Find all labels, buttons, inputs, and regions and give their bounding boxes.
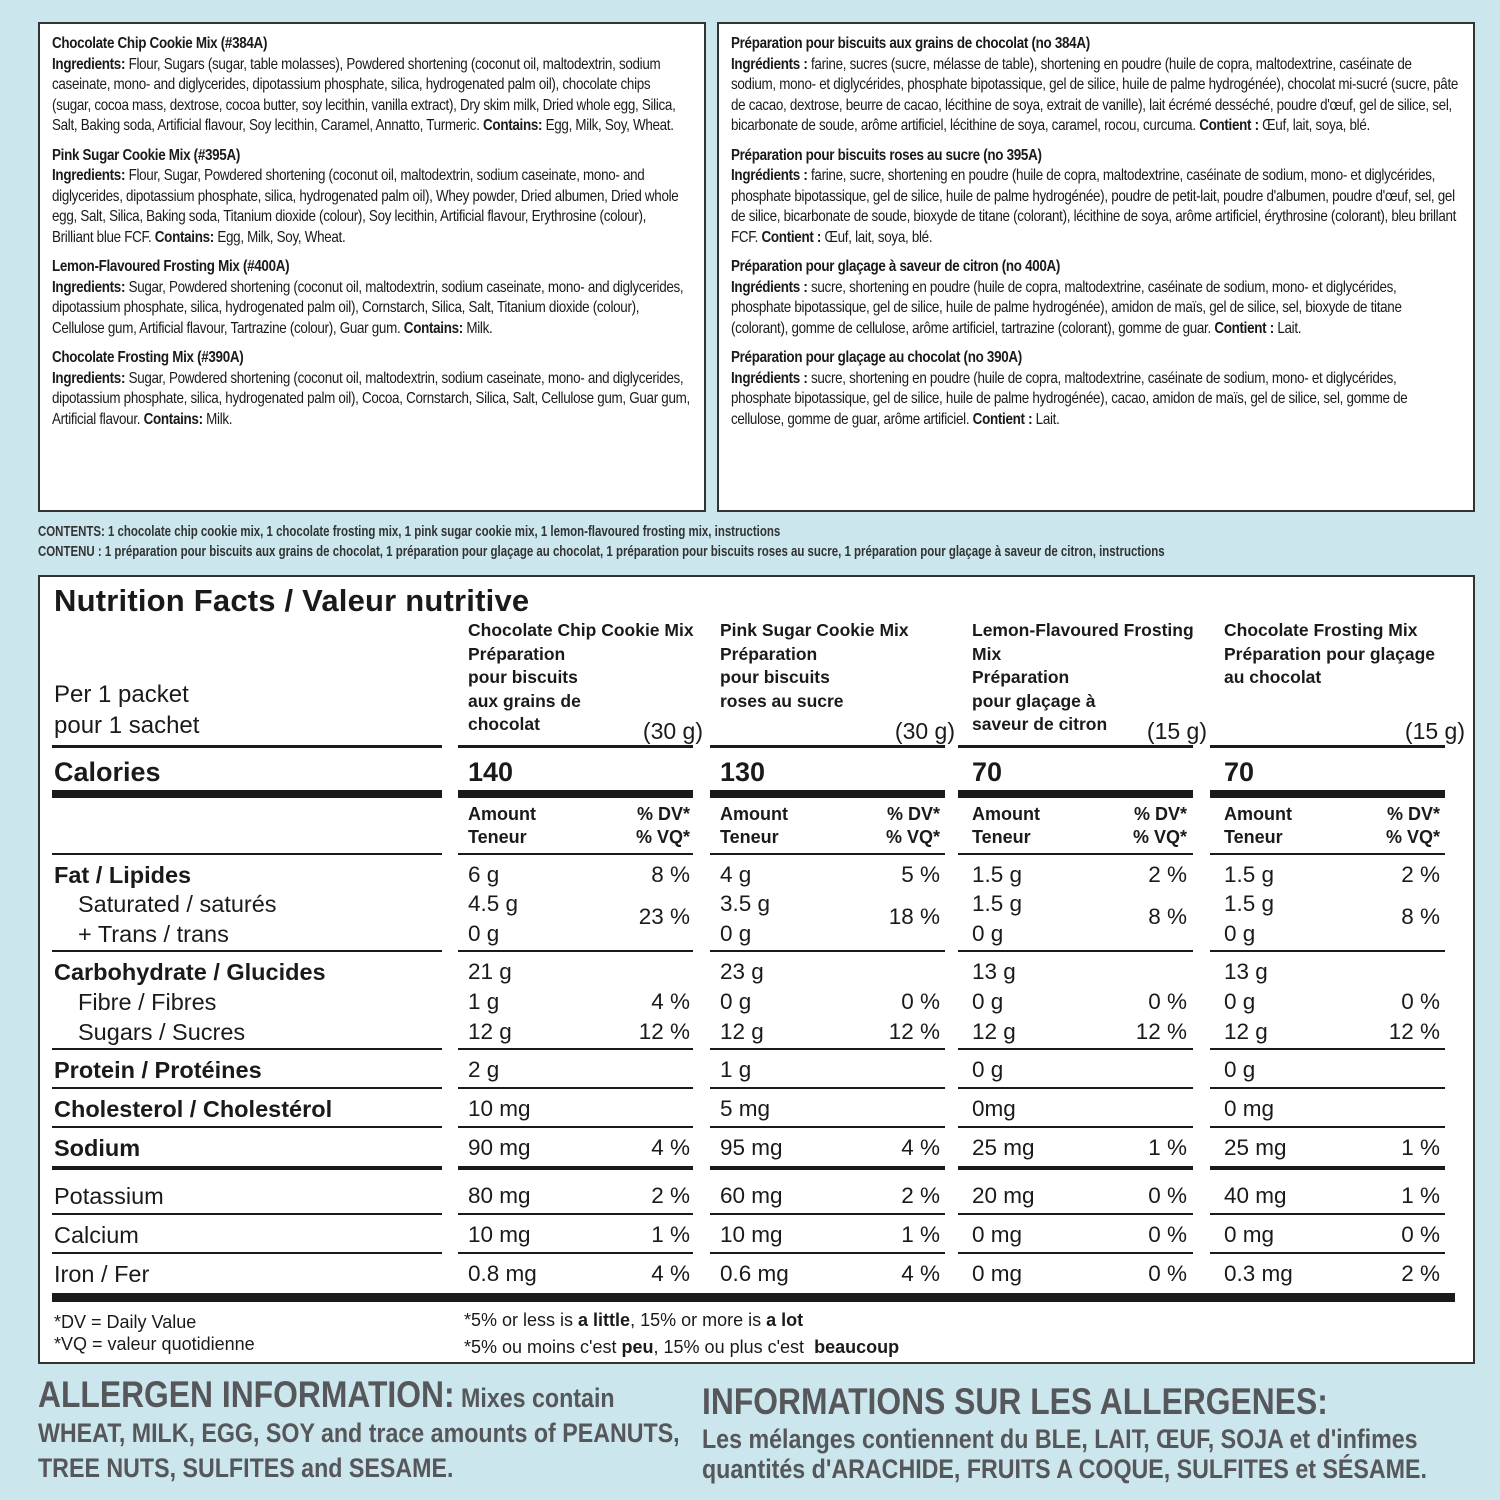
nutrient-dv: 0 %	[1401, 1222, 1440, 1247]
ingredients-label: Ingrédients :	[731, 55, 808, 73]
rule-line	[710, 1252, 945, 1254]
per-french: pour 1 sachet	[54, 712, 200, 739]
calories-value: 70	[972, 757, 1003, 787]
nutrient-amount: 3.5 g	[720, 891, 771, 916]
contains-label: Contains:	[143, 410, 203, 428]
column-name-french: Préparation pour biscuits roses au sucre	[720, 643, 844, 711]
column-header	[1224, 619, 1465, 745]
contains-text: Egg, Milk, Soy, Wheat.	[542, 117, 674, 134]
nutrient-amount: 5 mg	[720, 1096, 771, 1121]
nutrient-amount: 13 g	[1224, 959, 1268, 984]
contains-label: Contains:	[154, 228, 214, 246]
nutrient-amount: 0 g	[720, 921, 752, 946]
rule-line	[958, 1087, 1193, 1089]
nutrient-dv: 12 %	[1388, 1019, 1440, 1044]
nutrient-dv: 0 %	[1401, 989, 1440, 1014]
rule-line	[458, 1252, 693, 1254]
nutrient-label: Fibre / Fibres	[78, 989, 217, 1015]
nutrient-amount: 0 g	[972, 1057, 1004, 1082]
ingredient-title: Préparation pour glaçage à saveur de citron (no 400A)	[731, 258, 1061, 275]
amount-header: Amount Teneur	[972, 804, 1040, 847]
bottom-rule	[52, 1293, 1455, 1302]
nutrient-amount: 1.5 g	[972, 862, 1023, 887]
rule-line	[710, 853, 945, 855]
ingredient-title: Préparation pour glaçage au chocolat (no 390A)	[731, 349, 1022, 366]
column-name-french: Préparation pour biscuits aux grains de chocolat	[468, 643, 581, 734]
nutrient-label: Carbohydrate / Glucides	[54, 959, 326, 985]
nutrient-label: Sugars / Sucres	[78, 1019, 246, 1045]
ingredients-label: Ingrédients :	[731, 369, 808, 387]
rule-line	[1210, 1213, 1445, 1215]
nutrient-dv: 5 %	[901, 862, 940, 887]
nutrient-label: Fat / Lipides	[54, 862, 192, 888]
rule-line	[458, 1166, 693, 1170]
nutrient-dv: 0 %	[1148, 989, 1187, 1014]
nutrition-title: Nutrition Facts / Valeur nutritive	[54, 583, 530, 618]
ingredients-text: Flour, Sugar, Powdered shortening (coconut oil, maltodextrin, sodium caseinate, mono- and diglycerides, dipotassium phosphate, silica, hydrogenated palm oil), Whey powder, Dried albumen, Dried whole egg, Salt, Silica, Baking soda, Titanium dioxide (colour), Soy lecithin, Artificial flavour, Erythrosine (colour), Brilliant blue FCF.	[52, 167, 679, 246]
nutrient-amount: 0mg	[972, 1096, 1016, 1121]
calories-value: 140	[468, 757, 514, 787]
rule-line	[958, 1126, 1193, 1128]
nutrient-dv: 4 %	[651, 1135, 690, 1160]
rule-line	[1210, 745, 1445, 748]
nutrient-amount: 4.5 g	[468, 891, 519, 916]
footnote-vq: *VQ = valeur quotidienne	[54, 1334, 255, 1354]
nutrient-dv: 2 %	[1401, 862, 1440, 887]
rule-line	[710, 1087, 945, 1089]
contains-label: Contient :	[972, 410, 1033, 428]
nutrient-label: Cholesterol / Cholestérol	[54, 1096, 333, 1122]
allergen-french	[702, 1380, 1459, 1484]
rule-line	[710, 950, 945, 952]
column-name-english: Lemon-Flavoured Frosting Mix	[972, 620, 1194, 664]
nutrient-amount: 0 g	[972, 989, 1004, 1014]
contains-label: Contains:	[403, 319, 463, 337]
footnote-dv: *DV = Daily Value	[54, 1312, 197, 1332]
calories-value: 130	[720, 757, 766, 787]
nutrient-amount: 0 mg	[972, 1222, 1023, 1247]
nutrient-dv: 1 %	[901, 1222, 940, 1247]
rule-line	[52, 790, 442, 798]
nutrient-amount: 6 g	[468, 862, 500, 887]
calories-value: 70	[1224, 757, 1255, 787]
column-name-french: Préparation pour glaçage à saveur de citron	[972, 667, 1108, 734]
column-name-english: Chocolate Frosting Mix	[1224, 620, 1418, 640]
ingredients-label: Ingredients:	[52, 55, 126, 73]
rule-line	[1210, 1048, 1445, 1050]
contains-label: Contient :	[1199, 117, 1259, 134]
rule-line	[52, 1126, 442, 1128]
rule-line	[710, 1048, 945, 1050]
nutrient-dv: 8 %	[651, 862, 690, 887]
nutrient-dv: 1 %	[1401, 1135, 1440, 1160]
nutrient-amount: 0 mg	[972, 1261, 1023, 1286]
contains-text: Milk.	[462, 319, 493, 337]
nutrient-amount: 1.5 g	[972, 891, 1023, 916]
nutrient-dv: 1 %	[1148, 1135, 1187, 1160]
allergen-english-text: Mixes contain WHEAT, MILK, EGG, SOY and trace amounts of PEANUTS, TREE NUTS, SULFITES and SESAME.	[38, 1383, 680, 1483]
rule-line	[710, 1166, 945, 1170]
rule-line	[52, 1087, 442, 1089]
nutrient-amount: 1 g	[468, 989, 500, 1014]
nutrient-amount: 12 g	[1224, 1019, 1268, 1044]
rule-line	[458, 1048, 693, 1050]
nutrient-amount: 10 mg	[720, 1222, 783, 1247]
nutrient-dv: 4 %	[651, 1261, 690, 1286]
rule-line	[52, 950, 442, 952]
serving-size: (15 g)	[1146, 718, 1207, 744]
rule-line	[1210, 1087, 1445, 1089]
nutrition-facts-panel	[38, 575, 1475, 1364]
nutrient-amount: 0 mg	[1224, 1222, 1275, 1247]
nutrient-amount: 60 mg	[720, 1183, 783, 1208]
nutrient-amount: 95 mg	[720, 1135, 783, 1160]
saturated-trans-dv: 8 %	[1148, 904, 1187, 929]
contains-text: Lait.	[1273, 319, 1302, 337]
nutrient-amount: 0 g	[1224, 921, 1256, 946]
per-english: Per 1 packet	[54, 681, 189, 708]
nutrient-amount: 0 g	[972, 921, 1004, 946]
contains-text: Œuf, lait, soya, blé.	[821, 228, 933, 246]
rule-line	[958, 1252, 1193, 1254]
ingredient-title: Pink Sugar Cookie Mix (#395A)	[52, 146, 241, 164]
nutrient-label: + Trans / trans	[78, 921, 229, 947]
nutrient-amount: 12 g	[468, 1019, 512, 1044]
rule-line	[458, 950, 693, 952]
serving-size: (30 g)	[894, 718, 955, 744]
ingredient-section	[731, 257, 1459, 339]
contains-label: Contient :	[1214, 319, 1274, 337]
ingredients-label: Ingredients:	[52, 167, 126, 184]
nutrient-amount: 12 g	[720, 1019, 764, 1044]
nutrient-amount: 0.8 mg	[468, 1261, 537, 1286]
nutrient-dv: 0 %	[901, 989, 940, 1014]
contents-english: CONTENTS: 1 chocolate chip cookie mix, 1 chocolate frosting mix, 1 pink sugar cookie mix, 1 lemon-flavoured frosting mix, instructions	[38, 524, 781, 540]
rule-line	[710, 1126, 945, 1128]
column-name-french: Préparation pour glaçage au chocolat	[1224, 643, 1436, 687]
contains-text: Œuf, lait, soya, blé.	[1258, 117, 1370, 134]
saturated-trans-dv: 8 %	[1401, 904, 1440, 929]
rule-line	[958, 745, 1193, 748]
rule-line	[958, 790, 1193, 798]
column-name-english: Chocolate Chip Cookie Mix	[468, 620, 694, 640]
allergen-english-heading: ALLERGEN INFORMATION:	[38, 1374, 455, 1415]
nutrient-amount: 10 mg	[468, 1222, 531, 1247]
amount-header: Amount Teneur	[1224, 804, 1292, 847]
amount-header: Amount Teneur	[720, 804, 788, 847]
ingredients-text: Flour, Sugars (sugar, table molasses), Powdered shortening (coconut oil, maltodextrin, sodium caseinate, mono- and diglycerides, dipotassium phosphate, silica, hydrogenated palm oil), chocolate chips (sugar, cocoa mass, dextrose, cocoa butter, soy lecithin, vanilla extract), Dry skim milk, Dried whole egg, Silica, Salt, Baking soda, Artificial flavour, Soy lecithin, Caramel, Annatto, Turmeric.	[52, 55, 676, 134]
nutrient-amount: 90 mg	[468, 1135, 531, 1160]
nutrient-dv: 12 %	[638, 1019, 690, 1044]
contains-text: Egg, Milk, Soy, Wheat.	[213, 228, 346, 246]
nutrient-amount: 80 mg	[468, 1183, 531, 1208]
nutrient-amount: 4 g	[720, 862, 752, 887]
ingredients-french-panel	[717, 22, 1475, 512]
ingredients-text: farine, sucres (sucre, mélasse de table), shortening en poudre (huile de copra, maltodextrine, caséinate de sodium, mono- et diglycérides, phosphate bipotassique, gel de silice, huile de palme hydrogénée), chocolat mi-sucré (sucre, pâte de cacao, dextrose, beurre de cacao, lécithine de soya, extrait de vanille), lait écrémé desséché, poudre d'œuf, gel de silice, sel, bicarbonate de soude, arôme artificiel, lécithine de soya, caramel, rocou, curcuma.	[731, 55, 1459, 134]
column-header	[972, 619, 1207, 745]
dv-header: % DV* % VQ*	[885, 804, 940, 847]
nutrient-amount: 20 mg	[972, 1183, 1035, 1208]
rule-line	[1210, 950, 1445, 952]
dv-header: % DV* % VQ*	[635, 804, 690, 847]
nutrient-dv: 4 %	[901, 1135, 940, 1160]
nutrient-dv: 0 %	[1148, 1261, 1187, 1286]
nutrient-amount: 25 mg	[1224, 1135, 1287, 1160]
nutrient-dv: 0 %	[1148, 1222, 1187, 1247]
serving-size: (15 g)	[1404, 718, 1465, 744]
ingredients-label: Ingredients:	[52, 278, 126, 296]
rule-line	[52, 745, 442, 748]
nutrient-dv: 1 %	[651, 1222, 690, 1247]
nutrient-amount: 1.5 g	[1224, 862, 1275, 887]
nutrient-amount: 23 g	[720, 959, 764, 984]
nutrient-label: Potassium	[54, 1183, 164, 1209]
rule-line	[1210, 1166, 1445, 1170]
nutrient-amount: 40 mg	[1224, 1183, 1287, 1208]
rule-line	[458, 790, 693, 798]
rule-line	[52, 1048, 442, 1050]
ingredients-text: sucre, shortening en poudre (huile de copra, maltodextrine, caséinate de sodium, mono- et diglycérides, phosphate bipotassique, gel de silice, huile de palme hydrogénée), cacao, amidon de maïs, gel de silice, sel, gomme de cellulose, gomme de guar, arôme artificiel.	[731, 369, 1408, 428]
nutrient-amount: 10 mg	[468, 1096, 531, 1121]
ingredients-label: Ingrédients :	[731, 278, 808, 296]
contains-label: Contient :	[761, 228, 822, 246]
ingredient-section	[52, 257, 690, 339]
ingredients-english-panel	[38, 22, 706, 512]
rule-line	[458, 745, 693, 748]
ingredient-title: Lemon-Flavoured Frosting Mix (#400A)	[52, 258, 290, 275]
ingredients-text: farine, sucre, shortening en poudre (huile de copra, maltodextrine, caséinate de sodium, mono- et diglycérides, phosphate bipotassique, gel de silice, huile de palme hydrogénée), poudre de petit-lait, poudre d'albumen, poudre d'œuf, sel, gel de silice, bicarbonate de soude, bioxyde de titane (colorant), lécithine de soya, arôme artificiel, érythrosine (colorant), bleu brillant FCF.	[731, 167, 1457, 246]
allergen-french-heading: INFORMATIONS SUR LES ALLERGENES:	[702, 1381, 1328, 1422]
nutrient-amount: 21 g	[468, 959, 512, 984]
ingredients-label: Ingredients:	[52, 369, 126, 387]
rule-line	[958, 853, 1193, 855]
rule-line	[1210, 1126, 1445, 1128]
serving-size: (30 g)	[642, 718, 703, 744]
serving-per-label	[54, 679, 199, 741]
ingredient-title: Chocolate Chip Cookie Mix (#384A)	[52, 35, 268, 52]
saturated-trans-dv: 18 %	[888, 904, 940, 929]
nutrient-dv: 2 %	[651, 1183, 690, 1208]
ingredient-title: Chocolate Frosting Mix (#390A)	[52, 349, 244, 366]
rule-line	[458, 1126, 693, 1128]
rule-line	[52, 853, 442, 855]
nutrient-dv: 2 %	[1401, 1261, 1440, 1286]
rule-line	[710, 790, 945, 798]
nutrient-dv: 2 %	[1148, 862, 1187, 887]
rule-line	[52, 1252, 442, 1254]
nutrient-dv: 12 %	[1135, 1019, 1187, 1044]
rule-line	[458, 853, 693, 855]
nutrient-dv: 0 %	[1148, 1183, 1187, 1208]
nutrient-amount: 1 g	[720, 1057, 752, 1082]
nutrient-amount: 0 g	[720, 989, 752, 1014]
contains-text: Lait.	[1032, 410, 1060, 428]
ingredients-label: Ingrédients :	[731, 167, 808, 184]
nutrient-amount: 25 mg	[972, 1135, 1035, 1160]
nutrient-dv: 2 %	[901, 1183, 940, 1208]
footnote-percent-english: *5% or less is a little, 15% or more is a lot	[464, 1310, 804, 1330]
saturated-trans-dv: 23 %	[638, 904, 690, 929]
contains-text: Milk.	[202, 410, 233, 428]
rule-line	[958, 950, 1193, 952]
column-header	[720, 619, 955, 745]
rule-line	[710, 745, 945, 748]
ingredients-text: Sugar, Powdered shortening (coconut oil, maltodextrin, sodium caseinate, mono- and diglycerides, dipotassium phosphate, silica, hydrogenated palm oil), Cocoa, Cornstarch, Silica, Salt, Cellulose gum, Guar gum, Artificial flavour.	[52, 369, 690, 428]
rule-line	[710, 1213, 945, 1215]
nutrient-label: Calcium	[54, 1222, 139, 1248]
rule-line	[458, 1087, 693, 1089]
dv-header: % DV* % VQ*	[1385, 804, 1440, 847]
contains-label: Contains:	[483, 117, 543, 134]
nutrient-label: Iron / Fer	[54, 1261, 150, 1287]
allergen-french-text: Les mélanges contiennent du BLE, LAIT, ŒUF, SOJA et d'infimes quantités d'ARACHIDE, FRUITS A COQUE, SULFITES et SÉSAME.	[702, 1424, 1427, 1484]
rule-line	[1210, 853, 1445, 855]
contents-french: CONTENU : 1 préparation pour biscuits aux grains de chocolat, 1 préparation pour glaçage au chocolat, 1 préparation pour biscuits roses au sucre, 1 préparation pour glaçage à saveur de citron, instructions	[38, 544, 1165, 560]
nutrient-amount: 0 g	[1224, 1057, 1256, 1082]
rule-line	[958, 1213, 1193, 1215]
column-name-english: Pink Sugar Cookie Mix	[720, 620, 909, 640]
nutrient-label: Sodium	[54, 1135, 141, 1161]
amount-header: Amount Teneur	[468, 804, 536, 847]
rule-line	[52, 1166, 442, 1170]
rule-line	[1210, 1252, 1445, 1254]
nutrient-amount: 0.3 mg	[1224, 1261, 1293, 1286]
ingredient-section	[731, 34, 1459, 137]
nutrient-amount: 2 g	[468, 1057, 500, 1082]
ingredient-section	[52, 146, 690, 249]
ingredient-title: Préparation pour biscuits roses au sucre (no 395A)	[731, 146, 1042, 164]
nutrient-dv: 4 %	[651, 989, 690, 1014]
nutrient-dv: 12 %	[888, 1019, 940, 1044]
ingredient-section	[52, 348, 690, 430]
rule-line	[958, 1166, 1193, 1170]
nutrient-amount: 0.6 mg	[720, 1261, 789, 1286]
nutrient-amount: 1.5 g	[1224, 891, 1275, 916]
footnote-percent-french: *5% ou moins c'est peu, 15% ou plus c'est beaucoup	[464, 1337, 900, 1357]
ingredients-text: sucre, shortening en poudre (huile de copra, maltodextrine, caséinate de sodium, mono- et diglycérides, phosphate bipotassique, gel de silice, huile de palme hydrogénée), amidon de maïs, gel de silice, sel, bioxyde de titane (colorant), gomme de cellulose, arôme artificiel, tartrazine (colorant), gomme de guar.	[731, 278, 1402, 337]
nutrient-label: Protein / Protéines	[54, 1057, 262, 1083]
calories-label: Calories	[54, 757, 161, 787]
dv-header: % DV* % VQ*	[1132, 804, 1187, 847]
rule-line	[958, 1048, 1193, 1050]
nutrient-label: Saturated / saturés	[78, 891, 277, 917]
nutrient-amount: 0 g	[468, 921, 500, 946]
nutrient-amount: 13 g	[972, 959, 1016, 984]
nutrient-dv: 4 %	[901, 1261, 940, 1286]
ingredients-text: Sugar, Powdered shortening (coconut oil, maltodextrin, sodium caseinate, mono- and diglycerides, dipotassium phosphate, silica, hydrogenated palm oil), Cornstarch, Silica, Salt, Titanium dioxide (colour), Cellulose gum, Artificial flavour, Tartrazine (colour), Guar gum.	[52, 278, 684, 337]
nutrient-amount: 0 g	[1224, 989, 1256, 1014]
nutrient-amount: 0 mg	[1224, 1096, 1275, 1121]
ingredient-section	[731, 348, 1459, 430]
rule-line	[1210, 790, 1445, 798]
rule-line	[458, 1213, 693, 1215]
nutrient-dv: 1 %	[1401, 1183, 1440, 1208]
ingredient-title: Préparation pour biscuits aux grains de chocolat (no 384A)	[731, 35, 1090, 52]
ingredient-section	[731, 146, 1459, 249]
nutrient-amount: 12 g	[972, 1019, 1016, 1044]
allergen-english	[38, 1374, 680, 1488]
rule-line	[52, 1213, 442, 1215]
ingredient-section	[52, 34, 690, 137]
column-header	[468, 619, 703, 745]
